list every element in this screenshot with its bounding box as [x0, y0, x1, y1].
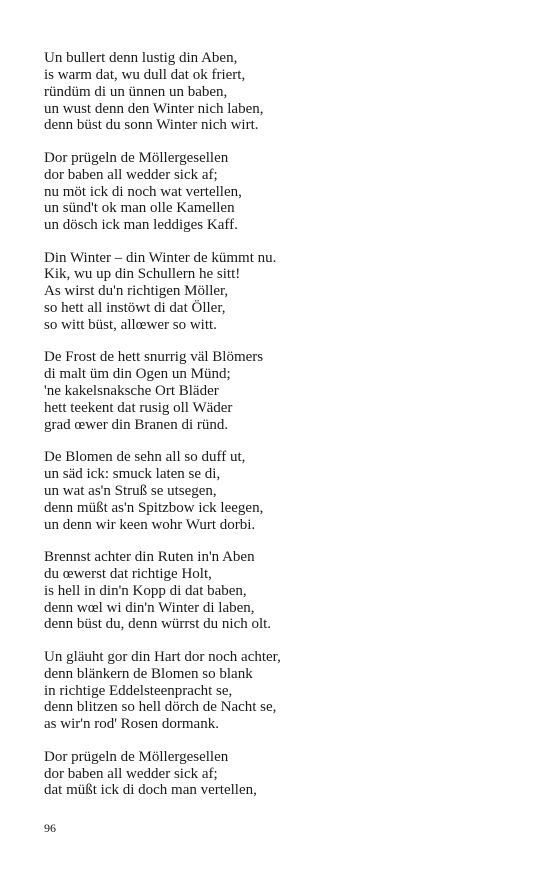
- verse-line: ründüm di un ünnen un baben,: [44, 83, 228, 100]
- stanza: [44, 150, 514, 234]
- verse-line: De Frost de hett snurrig väl Blömers: [44, 349, 264, 366]
- verse-line: du œwerst dat richtige Holt,: [44, 565, 212, 582]
- verse-line: denn blitzen so hell dörch de Nacht se,: [44, 699, 277, 716]
- verse-line: un sünd't ok man olle Kamellen: [44, 200, 235, 217]
- verse-line: is warm dat, wu dull dat ok friert,: [44, 66, 246, 83]
- stanza: [44, 649, 514, 733]
- verse-line: un wust denn den Winter nich laben,: [44, 100, 264, 117]
- verse-line: grad œwer din Branen di ründ.: [44, 416, 229, 433]
- verse-line: as wir'n rod' Rosen dormank.: [44, 716, 219, 733]
- verse-line: hett teekent dat rusig oll Wäder: [44, 399, 233, 416]
- verse-line: denn müßt as'n Spitzbow ick leegen,: [44, 499, 264, 516]
- verse-line: Un gläuht gor din Hart dor noch achter,: [44, 648, 281, 665]
- poem-text: [44, 50, 514, 815]
- stanza: [44, 549, 514, 633]
- verse-line: Din Winter – din Winter de kümmt nu.: [44, 249, 277, 266]
- verse-line: Dor prügeln de Möllergesellen: [44, 748, 229, 765]
- verse-line: denn büst du, denn würrst du nich olt.: [44, 616, 272, 633]
- verse-line: As wirst du'n richtigen Möller,: [44, 283, 229, 300]
- verse-line: Un bullert denn lustig din Aben,: [44, 50, 238, 66]
- verse-line: nu möt ick di noch wat vertellen,: [44, 183, 242, 200]
- verse-line: un wat as'n Struß se utsegen,: [44, 482, 217, 499]
- verse-line: is hell in din'n Kopp di dat baben,: [44, 582, 247, 599]
- verse-line: so witt büst, allœwer so witt.: [44, 317, 217, 333]
- verse-line: dor baben all wedder sick af;: [44, 166, 218, 183]
- stanza: [44, 749, 514, 800]
- verse-line: De Blomen de sehn all so duff ut,: [44, 449, 246, 466]
- verse-line: un säd ick: smuck laten se di,: [44, 466, 221, 483]
- verse-line: dat müßt ick di doch man vertellen,: [44, 782, 257, 799]
- verse-line: Kik, wu up din Schullern he sitt!: [44, 266, 241, 283]
- verse-line: so hett all instöwt di dat Öller,: [44, 300, 226, 317]
- verse-line: di malt üm din Ogen un Münd;: [44, 366, 231, 383]
- verse-line: un dösch ick man leddiges Kaff.: [44, 217, 238, 234]
- stanza: [44, 449, 514, 533]
- verse-line: 'ne kakelsnaksche Ort Bläder: [44, 383, 219, 400]
- stanza: [44, 349, 514, 433]
- verse-line: denn wœl wi din'n Winter di laben,: [44, 599, 255, 616]
- verse-line: Dor prügeln de Möllergesellen: [44, 149, 229, 166]
- page-number: 96: [44, 821, 56, 835]
- verse-line: dor baben all wedder sick af;: [44, 765, 218, 782]
- verse-line: denn büst du sonn Winter nich wirt.: [44, 117, 259, 134]
- verse-line: un denn wir keen wohr Wurt dorbi.: [44, 516, 256, 533]
- stanza: [44, 250, 514, 334]
- verse-line: denn blänkern de Blomen so blank: [44, 665, 253, 682]
- verse-line: Brennst achter din Ruten in'n Aben: [44, 549, 255, 566]
- verse-line: in richtige Eddelsteenpracht se,: [44, 682, 233, 699]
- stanza: [44, 50, 514, 134]
